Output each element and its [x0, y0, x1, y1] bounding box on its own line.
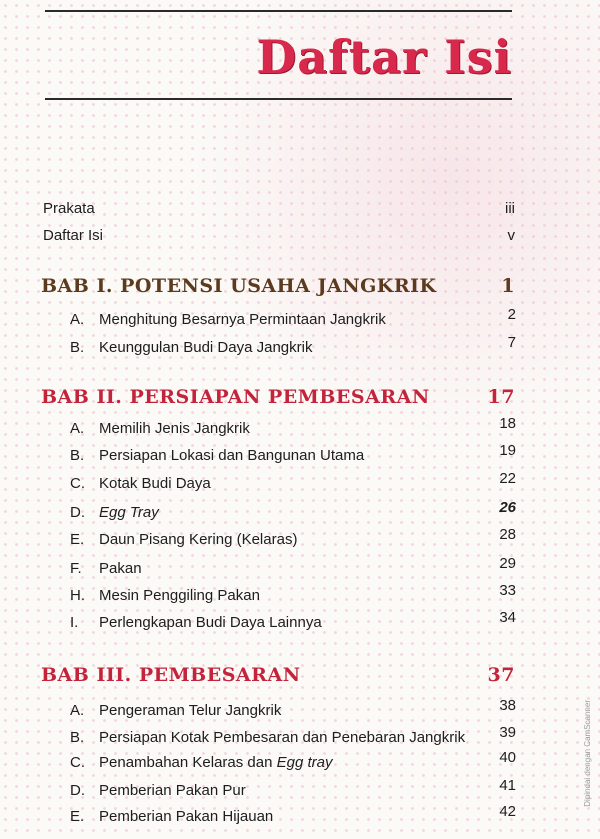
entry-label: Mesin Penggiling Pakan — [99, 587, 260, 604]
entry-label: Persiapan Kotak Pembesaran dan Penebaran Jangkrik — [99, 729, 466, 746]
entry-label: Daun Pisang Kering (Kelaras) — [99, 531, 298, 548]
entry-page: iii — [505, 200, 515, 217]
chapter-heading-bab-3 — [41, 664, 515, 686]
bottom-rule — [45, 98, 512, 100]
entry-page: 26 — [499, 499, 516, 516]
toc-entry-prakata — [43, 200, 515, 217]
entry-letter: H. — [70, 587, 85, 604]
chapter-page: 17 — [487, 386, 515, 408]
entry-page: 29 — [499, 555, 516, 572]
entry-page: 18 — [499, 415, 516, 432]
chapter-title: BAB II. PERSIAPAN PEMBESARAN — [41, 386, 430, 408]
entry-label: Menghitung Besarnya Permintaan Jangkrik — [99, 311, 386, 328]
entry-page: 2 — [507, 306, 516, 323]
entry-letter: D. — [70, 782, 85, 799]
entry-page: 28 — [499, 526, 516, 543]
chapter-heading-bab-2 — [41, 386, 515, 408]
entry-label: Pakan — [99, 560, 142, 577]
scanner-watermark: Dipindai dengan CamScanner — [583, 700, 592, 807]
entry-label: Daftar Isi — [43, 227, 104, 244]
entry-page: v — [507, 227, 515, 244]
toc-entry-daftar-isi — [43, 227, 515, 244]
entry-letter: B. — [70, 339, 85, 356]
entry-label: Pengeraman Telur Jangkrik — [99, 702, 282, 719]
entry-letter: C. — [70, 754, 85, 771]
entry-letter: E. — [70, 808, 85, 825]
chapter-heading-bab-1 — [41, 275, 515, 297]
entry-page: 41 — [499, 777, 516, 794]
entry-letter: A. — [70, 420, 85, 437]
entry-letter: B. — [70, 447, 85, 464]
entry-label: Keunggulan Budi Daya Jangkrik — [99, 339, 313, 356]
entry-label: Memilih Jenis Jangkrik — [99, 420, 250, 437]
entry-page: 34 — [499, 609, 516, 626]
entry-label: Pemberian Pakan Pur — [99, 782, 246, 799]
entry-page: 42 — [499, 803, 516, 820]
entry-letter: B. — [70, 729, 85, 746]
entry-letter: A. — [70, 702, 85, 719]
entry-label: Pemberian Pakan Hijauan — [99, 808, 274, 825]
entry-label: Prakata — [43, 200, 95, 217]
entry-page: 7 — [507, 334, 516, 351]
entry-label: Kotak Budi Daya — [99, 475, 211, 492]
entry-page: 19 — [499, 442, 516, 459]
top-rule — [45, 10, 512, 12]
entry-label: Persiapan Lokasi dan Bangunan Utama — [99, 447, 365, 464]
entry-letter: E. — [70, 531, 85, 548]
entry-page: 22 — [499, 470, 516, 487]
entry-page: 33 — [499, 582, 516, 599]
entry-letter: A. — [70, 311, 85, 328]
entry-label: Egg Tray — [99, 504, 159, 521]
entry-label-italic: Egg tray — [276, 754, 333, 771]
entry-label: Perlengkapan Budi Daya Lainnya — [99, 614, 322, 631]
chapter-page: 1 — [501, 275, 515, 297]
entry-page: 39 — [499, 724, 516, 741]
chapter-title: BAB I. POTENSI USAHA JANGKRIK — [41, 275, 437, 297]
page-title: Daftar Isi — [256, 30, 512, 84]
entry-letter: F. — [70, 560, 82, 577]
entry-label-text: Penambahan Kelaras dan — [99, 754, 277, 771]
entry-page: 38 — [499, 697, 516, 714]
entry-letter: D. — [70, 504, 85, 521]
entry-label — [99, 754, 333, 771]
chapter-title: BAB III. PEMBESARAN — [41, 664, 301, 686]
chapter-page: 37 — [487, 664, 515, 686]
entry-letter: C. — [70, 475, 85, 492]
entry-letter: I. — [70, 614, 79, 631]
entry-page: 40 — [499, 749, 516, 766]
